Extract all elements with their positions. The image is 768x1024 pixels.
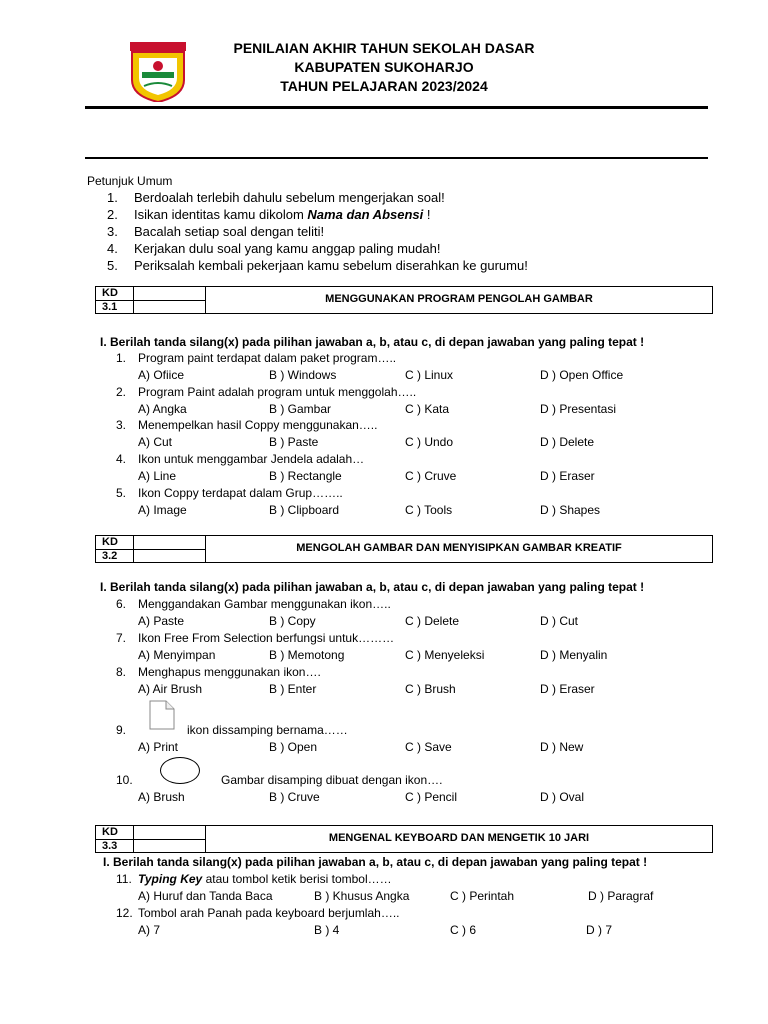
header-title-line-3: TAHUN PELAJARAN 2023/2024 [280,78,488,94]
option-c[interactable]: C ) Perintah [450,889,515,903]
option-a[interactable]: A) Menyimpan [138,648,216,662]
instruction-num: 5. [107,258,118,273]
header-divider-thick [85,106,708,109]
option-b[interactable]: B ) Open [269,740,318,754]
option-c[interactable]: C ) Brush [405,682,456,696]
option-d[interactable]: D ) Eraser [540,469,595,483]
option-b[interactable]: B ) Memotong [269,648,345,662]
kd-label: KD [102,536,118,548]
section-instruction: I. Berilah tanda silang(x) pada pilihan jawaban a, b, atau c, di depan jawaban yang paling tepat ! [103,855,648,869]
instruction-num: 2. [107,207,118,222]
question-num: 9. [116,723,127,737]
instruction-num: 3. [107,224,118,239]
option-a[interactable]: A) Brush [138,790,185,804]
option-b[interactable]: B ) Copy [269,614,316,628]
question-num: 7. [116,631,127,645]
option-b[interactable]: B ) Cruve [269,790,320,804]
option-a[interactable]: A) Huruf dan Tanda Baca [138,889,273,903]
header-title-line-1: PENILAIAN AKHIR TAHUN SEKOLAH DASAR [233,40,535,56]
instruction-text: Periksalah kembali pekerjaan kamu sebelum diserahkan ke gurumu! [134,258,528,273]
question-num: 2. [116,385,127,399]
option-a[interactable]: A) Paste [138,614,185,628]
option-d[interactable]: D ) Presentasi [540,402,617,416]
question-text: Menggandakan Gambar menggunakan ikon….. [138,597,391,611]
kd-title: MENGGUNAKAN PROGRAM PENGOLAH GAMBAR [325,293,593,305]
instructions-title: Petunjuk Umum [87,174,173,188]
option-a[interactable]: A) Air Brush [138,682,203,696]
question-text: ikon dissamping bernama…… [187,723,348,737]
question-num: 10. [116,773,133,787]
option-c[interactable]: C ) Save [405,740,452,754]
question-num: 12. [116,906,133,920]
header-title-line-2: KABUPATEN SUKOHARJO [294,59,474,75]
option-c[interactable]: C ) Pencil [405,790,458,804]
option-b[interactable]: B ) Paste [269,435,319,449]
kd-box-3-1 [95,286,713,314]
option-b[interactable]: B ) Windows [269,368,337,382]
question-text: Ikon Coppy terdapat dalam Grup…….. [138,486,343,500]
option-b[interactable]: B ) Clipboard [269,503,340,517]
option-c[interactable]: C ) Kata [405,402,450,416]
kd-box-3-3 [95,825,713,853]
kd-title: MENGENAL KEYBOARD DAN MENGETIK 10 JARI [328,832,590,844]
option-d[interactable]: D ) Eraser [540,682,595,696]
question-num: 11. [116,872,132,886]
section-instruction: I. Berilah tanda silang(x) pada pilihan jawaban a, b, atau c, di depan jawaban yang paling tepat ! [100,335,645,349]
question-text: Menempelkan hasil Coppy menggunakan….. [138,418,378,432]
instruction-text: Kerjakan dulu soal yang kamu anggap paling mudah! [134,241,441,256]
question-num: 8. [116,665,127,679]
option-a[interactable]: A) Line [138,469,177,483]
option-b[interactable]: B ) Khusus Angka [314,889,410,903]
option-b[interactable]: B ) Rectangle [269,469,342,483]
kd-label: KD [102,826,118,838]
question-num: 4. [116,452,127,466]
option-d[interactable]: D ) Delete [540,435,595,449]
kd-label: KD [102,287,118,299]
option-a[interactable]: A) Ofiice [138,368,185,382]
instruction-text: Bacalah setiap soal dengan teliti! [134,224,325,239]
question-text: Ikon Free From Selection berfungsi untuk……… [138,631,395,645]
option-a[interactable]: A) 7 [138,923,161,937]
option-c[interactable]: C ) Undo [405,435,454,449]
question-text: Menghapus menggunakan ikon…. [138,665,321,679]
option-d[interactable]: D ) Menyalin [540,648,608,662]
option-d[interactable]: D ) New [540,740,584,754]
option-d[interactable]: D ) Open Office [540,368,624,382]
kd-number: 3.1 [102,301,118,313]
option-b[interactable]: B ) Enter [269,682,317,696]
instruction-num: 4. [107,241,118,256]
question-text: Program Paint adalah program untuk menggolah….. [138,385,417,399]
new-page-icon [148,700,176,730]
option-a[interactable]: A) Print [138,740,179,754]
option-d[interactable]: D ) Shapes [540,503,601,517]
option-a[interactable]: A) Cut [138,435,173,449]
name-line [85,157,708,159]
instruction-num: 1. [107,190,118,205]
question-num: 6. [116,597,127,611]
option-c[interactable]: C ) Menyeleksi [405,648,485,662]
question-num: 3. [116,418,127,432]
kd-number: 3.3 [102,840,118,852]
instruction-text: Isikan identitas kamu dikolom Nama dan Absensi ! [134,207,431,222]
instruction-text: Berdoalah terlebih dahulu sebelum mengerjakan soal! [134,190,445,205]
question-text: Tombol arah Panah pada keyboard berjumlah….. [138,906,400,920]
option-b[interactable]: B ) 4 [314,923,340,937]
kd-number: 3.2 [102,550,118,562]
option-a[interactable]: A) Image [138,503,187,517]
question-num: 1. [116,351,127,365]
option-d[interactable]: D ) Paragraf [588,889,654,903]
kd-title: MENGOLAH GAMBAR DAN MENYISIPKAN GAMBAR KREATIF [296,542,622,554]
option-c[interactable]: C ) Cruve [405,469,457,483]
option-c[interactable]: C ) Delete [405,614,460,628]
option-c[interactable]: C ) Linux [405,368,454,382]
question-num: 5. [116,486,127,500]
question-text: Typing Key atau tombol ketik berisi tombol…… [138,872,392,886]
question-text: Program paint terdapat dalam paket program….. [138,351,397,365]
option-c[interactable]: C ) 6 [450,923,477,937]
option-d[interactable]: D ) 7 [586,923,613,937]
option-d[interactable]: D ) Cut [540,614,579,628]
question-text: Gambar disamping dibuat dengan ikon…. [221,773,443,787]
option-d[interactable]: D ) Oval [540,790,585,804]
option-a[interactable]: A) Angka [138,402,187,416]
section-instruction: I. Berilah tanda silang(x) pada pilihan jawaban a, b, atau c, di depan jawaban yang paling tepat ! [100,580,645,594]
kd-box-3-2 [95,535,713,563]
question-text: Ikon untuk menggambar Jendela adalah… [138,452,365,466]
option-c[interactable]: C ) Tools [405,503,453,517]
oval-shape-icon [160,757,200,784]
option-b[interactable]: B ) Gambar [269,402,332,416]
